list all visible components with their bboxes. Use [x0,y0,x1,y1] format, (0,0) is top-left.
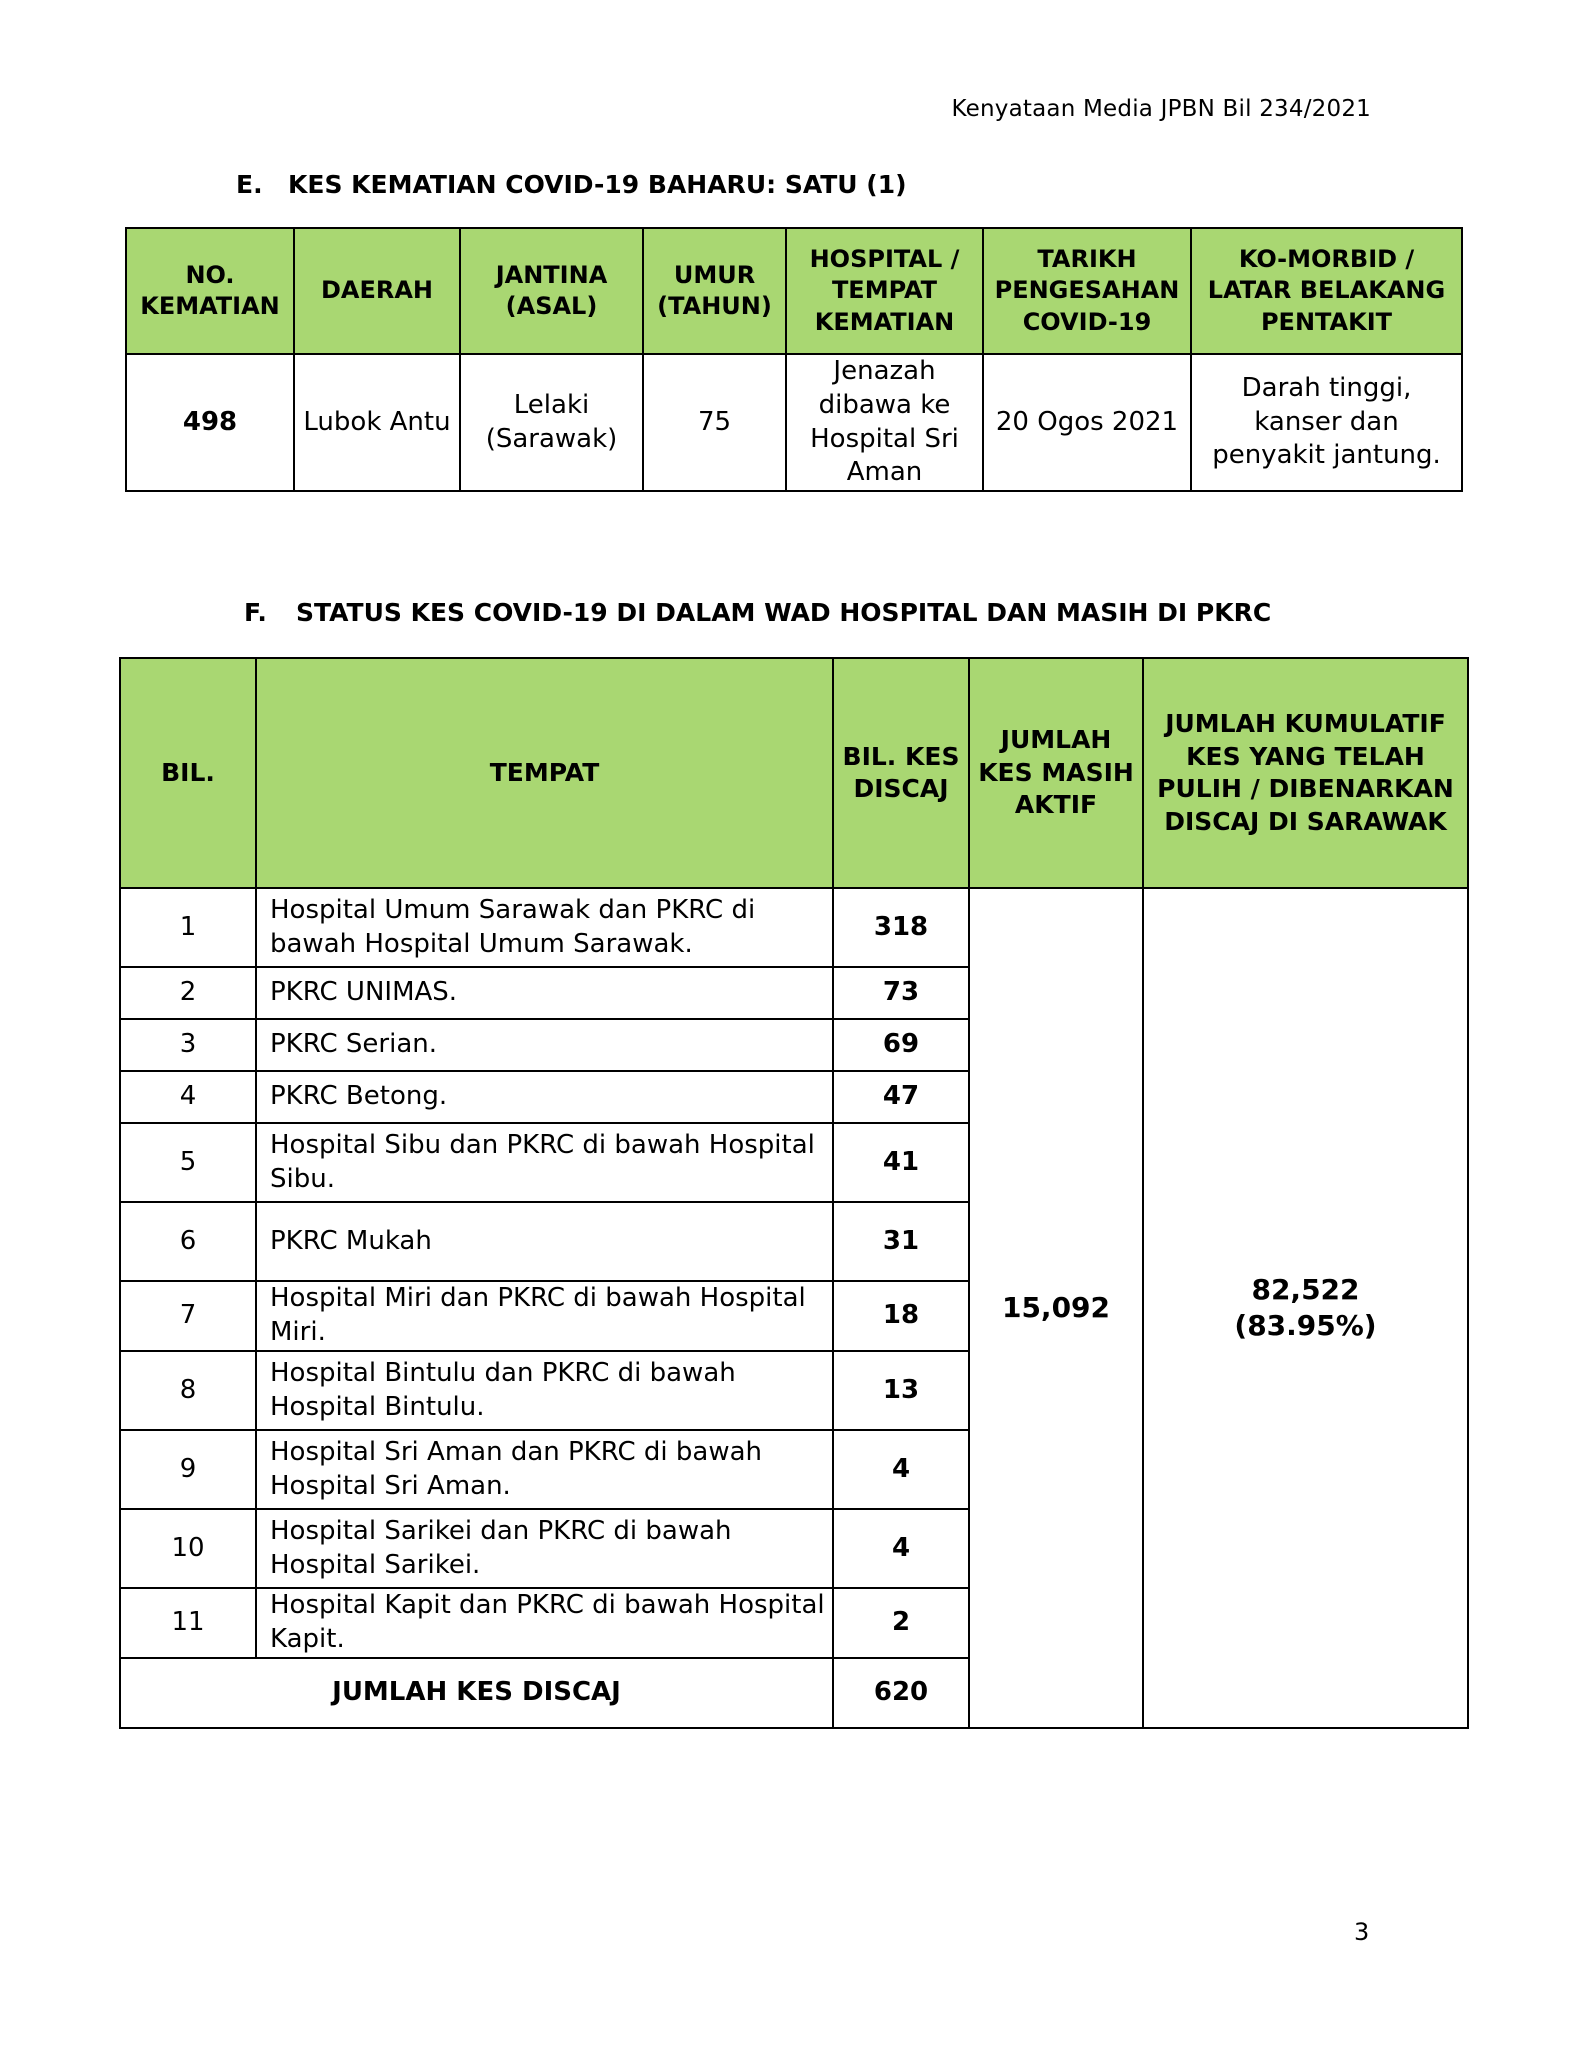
col-header-jantina: JANTINA (ASAL) [460,228,643,354]
cell-bil: 4 [120,1071,256,1123]
cell-discaj: 13 [833,1351,969,1430]
section-e-heading: KES KEMATIAN COVID-19 BAHARU: SATU (1) [288,170,907,199]
page-number: 3 [1354,1918,1370,1946]
cell-bil: 3 [120,1019,256,1071]
cell-jantina: Lelaki (Sarawak) [460,354,643,491]
col-header-hospital: HOSPITAL / TEMPAT KEMATIAN [786,228,983,354]
cell-discaj: 73 [833,967,969,1019]
cell-bil: 10 [120,1509,256,1588]
section-f-title [244,598,1271,627]
cell-tempat: PKRC Mukah [256,1202,833,1281]
death-cases-table [125,227,1463,492]
cell-discaj: 47 [833,1071,969,1123]
cell-tempat: Hospital Kapit dan PKRC di bawah Hospital Kapit. [256,1588,833,1658]
total-value: 620 [833,1658,969,1728]
col-header-daerah: DAERAH [294,228,460,354]
cell-bil: 7 [120,1281,256,1351]
cell-umur: 75 [643,354,786,491]
cell-tempat: Hospital Umum Sarawak dan PKRC di bawah Hospital Umum Sarawak. [256,888,833,967]
section-f-heading: STATUS KES COVID-19 DI DALAM WAD HOSPITAL DAN MASIH DI PKRC [296,598,1272,627]
cell-hospital: Jenazah dibawa ke Hospital Sri Aman [786,354,983,491]
document-reference: Kenyataan Media JPBN Bil 234/2021 [951,96,1371,122]
cell-tempat: Hospital Miri dan PKRC di bawah Hospital Miri. [256,1281,833,1351]
table-row [126,354,1462,491]
table-header-row [126,228,1462,354]
cell-komorbid: Darah tinggi, kanser dan penyakit jantung. [1191,354,1462,491]
hospital-status-table [119,657,1469,1729]
table-header-row [120,658,1468,888]
cell-bil: 2 [120,967,256,1019]
cell-daerah: Lubok Antu [294,354,460,491]
cell-jumlah-kumulatif [1143,888,1468,1728]
cell-bil: 1 [120,888,256,967]
section-f-letter: F. [244,598,267,627]
kumulatif-value: 82,522 [1251,1272,1360,1306]
col-header-tarikh: TARIKH PENGESAHAN COVID-19 [983,228,1191,354]
cell-jumlah-aktif: 15,092 [969,888,1143,1728]
cell-tempat: PKRC Serian. [256,1019,833,1071]
cell-bil: 11 [120,1588,256,1658]
table-row [120,888,1468,967]
col-header-bil-kes-discaj: BIL. KES DISCAJ [833,658,969,888]
cell-discaj: 4 [833,1509,969,1588]
total-label: JUMLAH KES DISCAJ [120,1658,833,1728]
cell-discaj: 18 [833,1281,969,1351]
kumulatif-percent: (83.95%) [1234,1309,1377,1342]
section-e-title [236,170,907,199]
col-header-tempat: TEMPAT [256,658,833,888]
cell-tarikh: 20 Ogos 2021 [983,354,1191,491]
cell-tempat: Hospital Bintulu dan PKRC di bawah Hospital Bintulu. [256,1351,833,1430]
col-header-no-kematian: NO. KEMATIAN [126,228,294,354]
section-e-letter: E. [236,170,263,199]
cell-bil: 5 [120,1123,256,1202]
cell-discaj: 318 [833,888,969,967]
col-header-jumlah-kumulatif: JUMLAH KUMULATIF KES YANG TELAH PULIH / DIBENARKAN DISCAJ DI SARAWAK [1143,658,1468,888]
col-header-bil: BIL. [120,658,256,888]
cell-no-kematian: 498 [126,354,294,491]
cell-tempat: Hospital Sri Aman dan PKRC di bawah Hospital Sri Aman. [256,1430,833,1509]
cell-tempat: Hospital Sibu dan PKRC di bawah Hospital Sibu. [256,1123,833,1202]
cell-bil: 6 [120,1202,256,1281]
cell-discaj: 31 [833,1202,969,1281]
cell-tempat: Hospital Sarikei dan PKRC di bawah Hospital Sarikei. [256,1509,833,1588]
col-header-jumlah-aktif: JUMLAH KES MASIH AKTIF [969,658,1143,888]
cell-discaj: 41 [833,1123,969,1202]
cell-discaj: 2 [833,1588,969,1658]
cell-bil: 8 [120,1351,256,1430]
cell-bil: 9 [120,1430,256,1509]
cell-tempat: PKRC Betong. [256,1071,833,1123]
cell-tempat: PKRC UNIMAS. [256,967,833,1019]
cell-discaj: 4 [833,1430,969,1509]
col-header-umur: UMUR (TAHUN) [643,228,786,354]
col-header-komorbid: KO-MORBID / LATAR BELAKANG PENTAKIT [1191,228,1462,354]
cell-discaj: 69 [833,1019,969,1071]
